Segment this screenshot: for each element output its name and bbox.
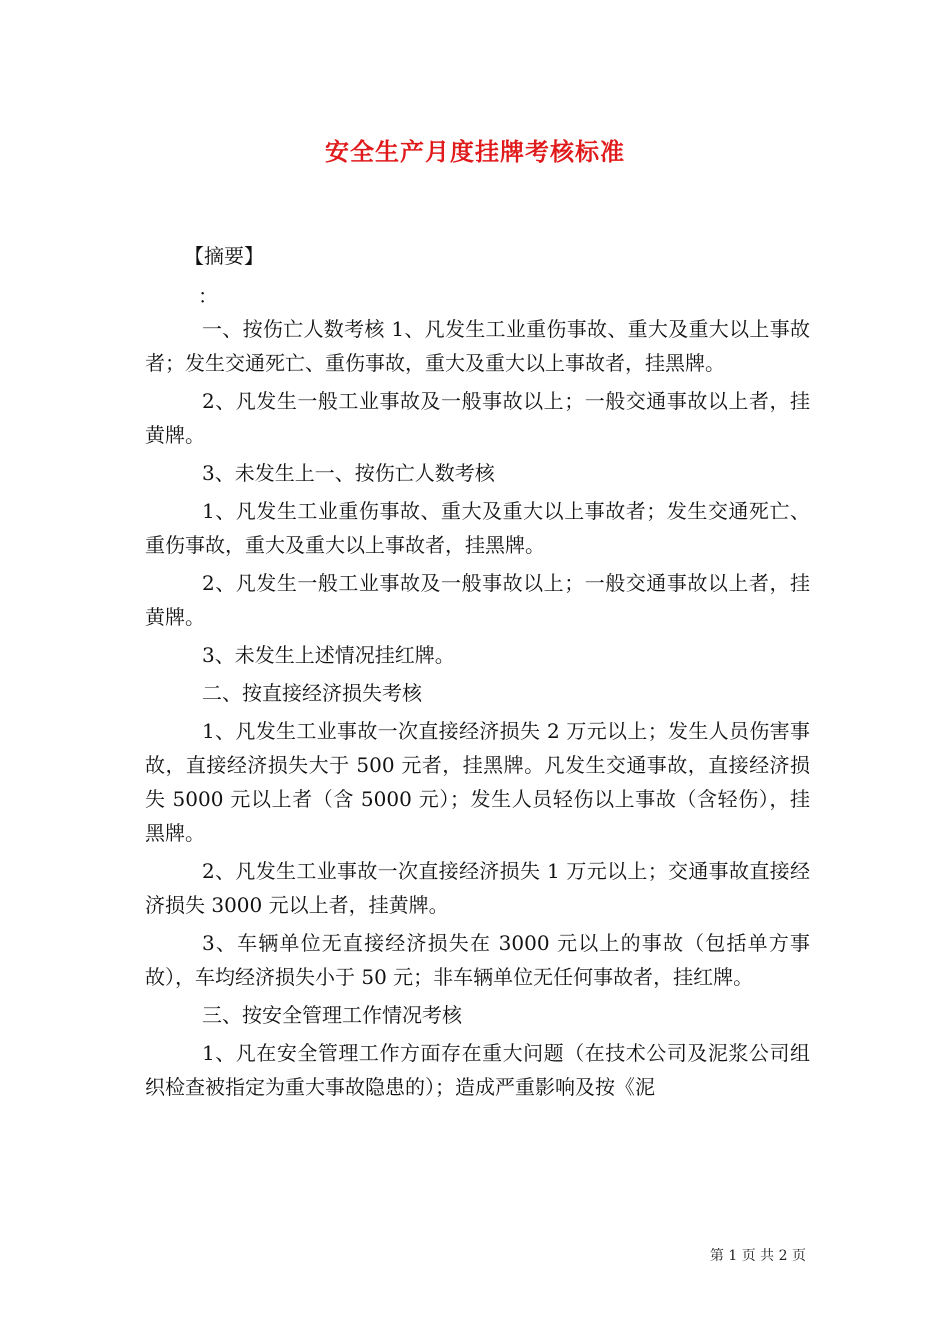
summary-label: 【摘要】	[184, 244, 264, 268]
paragraph: 3、车辆单位无直接经济损失在 3000 元以上的事故（包括单方事故），车均经济损失小于 50 元；非车辆单位无任何事故者，挂红牌。	[145, 931, 810, 989]
paragraph: 三、按安全管理工作情况考核	[202, 1003, 462, 1027]
paragraph: 3、未发生上一、按伤亡人数考核	[202, 461, 495, 485]
page-number: 第 1 页 共 2 页	[709, 1248, 806, 1264]
paragraph: 1、凡发生工业重伤事故、重大及重大以上事故者；发生交通死亡、重伤事故，重大及重大以上事故者，挂黑牌。	[145, 499, 810, 557]
summary-colon: ：	[198, 284, 218, 308]
document-body	[145, 312, 810, 1108]
paragraph: 3、未发生上述情况挂红牌。	[202, 643, 455, 667]
paragraph: 1、凡在安全管理工作方面存在重大问题（在技术公司及泥浆公司组织检查被指定为重大事故隐患的）；造成严重影响及按《泥	[145, 1041, 810, 1099]
paragraph: 二、按直接经济损失考核	[202, 681, 422, 705]
paragraph: 一、按伤亡人数考核 1、凡发生工业重伤事故、重大及重大以上事故者；发生交通死亡、重伤事故，重大及重大以上事故者，挂黑牌。	[145, 317, 810, 375]
paragraph: 2、凡发生一般工业事故及一般事故以上；一般交通事故以上者，挂黄牌。	[145, 571, 810, 629]
document-title: 安全生产月度挂牌考核标准	[325, 137, 625, 166]
paragraph: 2、凡发生工业事故一次直接经济损失 1 万元以上；交通事故直接经济损失 3000 元以上者，挂黄牌。	[145, 859, 810, 917]
paragraph: 1、凡发生工业事故一次直接经济损失 2 万元以上；发生人员伤害事故，直接经济损失大于 500 元者，挂黑牌。凡发生交通事故，直接经济损失 5000 元以上者（含 5000 元）；发生人员轻伤以上事故（含轻伤），挂黑牌。	[145, 719, 810, 845]
paragraph: 2、凡发生一般工业事故及一般事故以上；一般交通事故以上者，挂黄牌。	[145, 389, 810, 447]
